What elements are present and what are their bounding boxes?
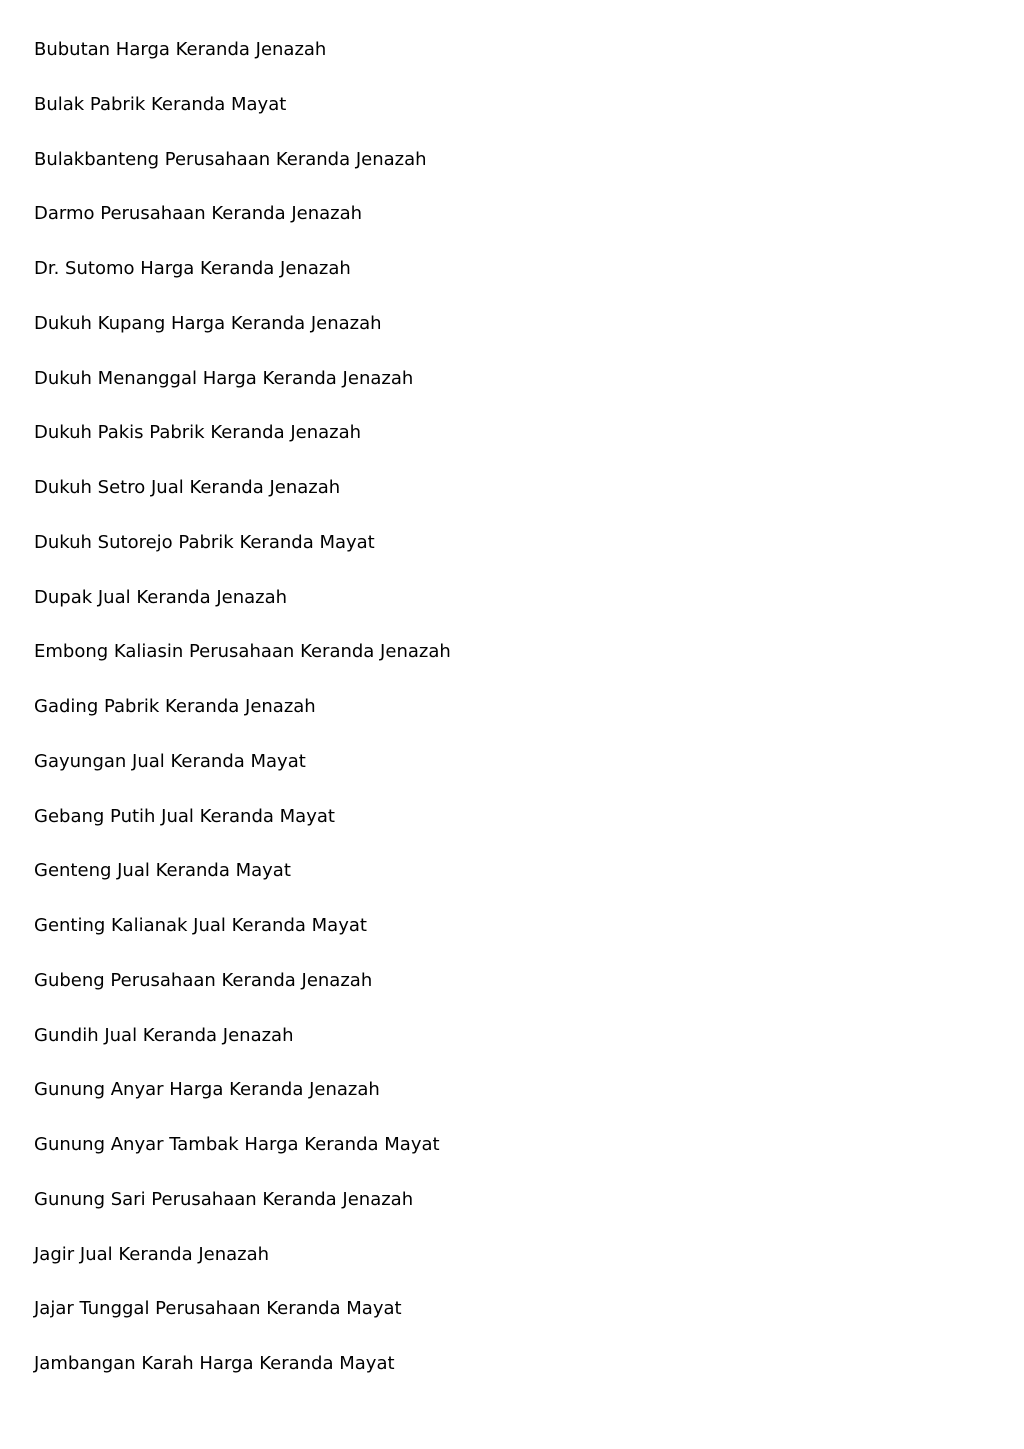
list-item: Gundih Jual Keranda Jenazah	[34, 1024, 294, 1046]
list-item: Dukuh Pakis Pabrik Keranda Jenazah	[34, 422, 362, 444]
list-item: Bubutan Harga Keranda Jenazah	[34, 39, 327, 60]
list-item: Dukuh Setro Jual Keranda Jenazah	[34, 477, 341, 498]
list-item: Gayungan Jual Keranda Mayat	[34, 750, 306, 772]
list-item: Genteng Jual Keranda Mayat	[34, 860, 291, 882]
list-item: Gunung Sari Perusahaan Keranda Jenazah	[34, 1188, 414, 1210]
list-item: Gunung Anyar Tambak Harga Keranda Mayat	[34, 1134, 440, 1155]
list-item: Genting Kalianak Jual Keranda Mayat	[34, 915, 367, 936]
list-item: Dukuh Sutorejo Pabrik Keranda Mayat	[34, 531, 375, 553]
list-item: Gading Pabrik Keranda Jenazah	[34, 696, 316, 717]
list-item: Dupak Jual Keranda Jenazah	[34, 586, 288, 608]
list-item: Bulakbanteng Perusahaan Keranda Jenazah	[34, 148, 427, 170]
list-item: Dr. Sutomo Harga Keranda Jenazah	[34, 258, 351, 279]
list-item: Dukuh Menanggal Harga Keranda Jenazah	[34, 367, 414, 389]
list-item: Jambangan Karah Harga Keranda Mayat	[34, 1353, 395, 1374]
list-item: Gubeng Perusahaan Keranda Jenazah	[34, 969, 373, 991]
list-item: Embong Kaliasin Perusahaan Keranda Jenazah	[34, 641, 451, 663]
list-item: Bulak Pabrik Keranda Mayat	[34, 93, 287, 115]
list-item: Gebang Putih Jual Keranda Mayat	[34, 805, 335, 827]
list-item: Darmo Perusahaan Keranda Jenazah	[34, 203, 363, 225]
list-item: Jagir Jual Keranda Jenazah	[34, 1243, 270, 1265]
list-item: Dukuh Kupang Harga Keranda Jenazah	[34, 312, 382, 334]
list-item: Gunung Anyar Harga Keranda Jenazah	[34, 1079, 380, 1101]
list-item: Jajar Tunggal Perusahaan Keranda Mayat	[34, 1298, 402, 1320]
text-list	[34, 38, 451, 1407]
